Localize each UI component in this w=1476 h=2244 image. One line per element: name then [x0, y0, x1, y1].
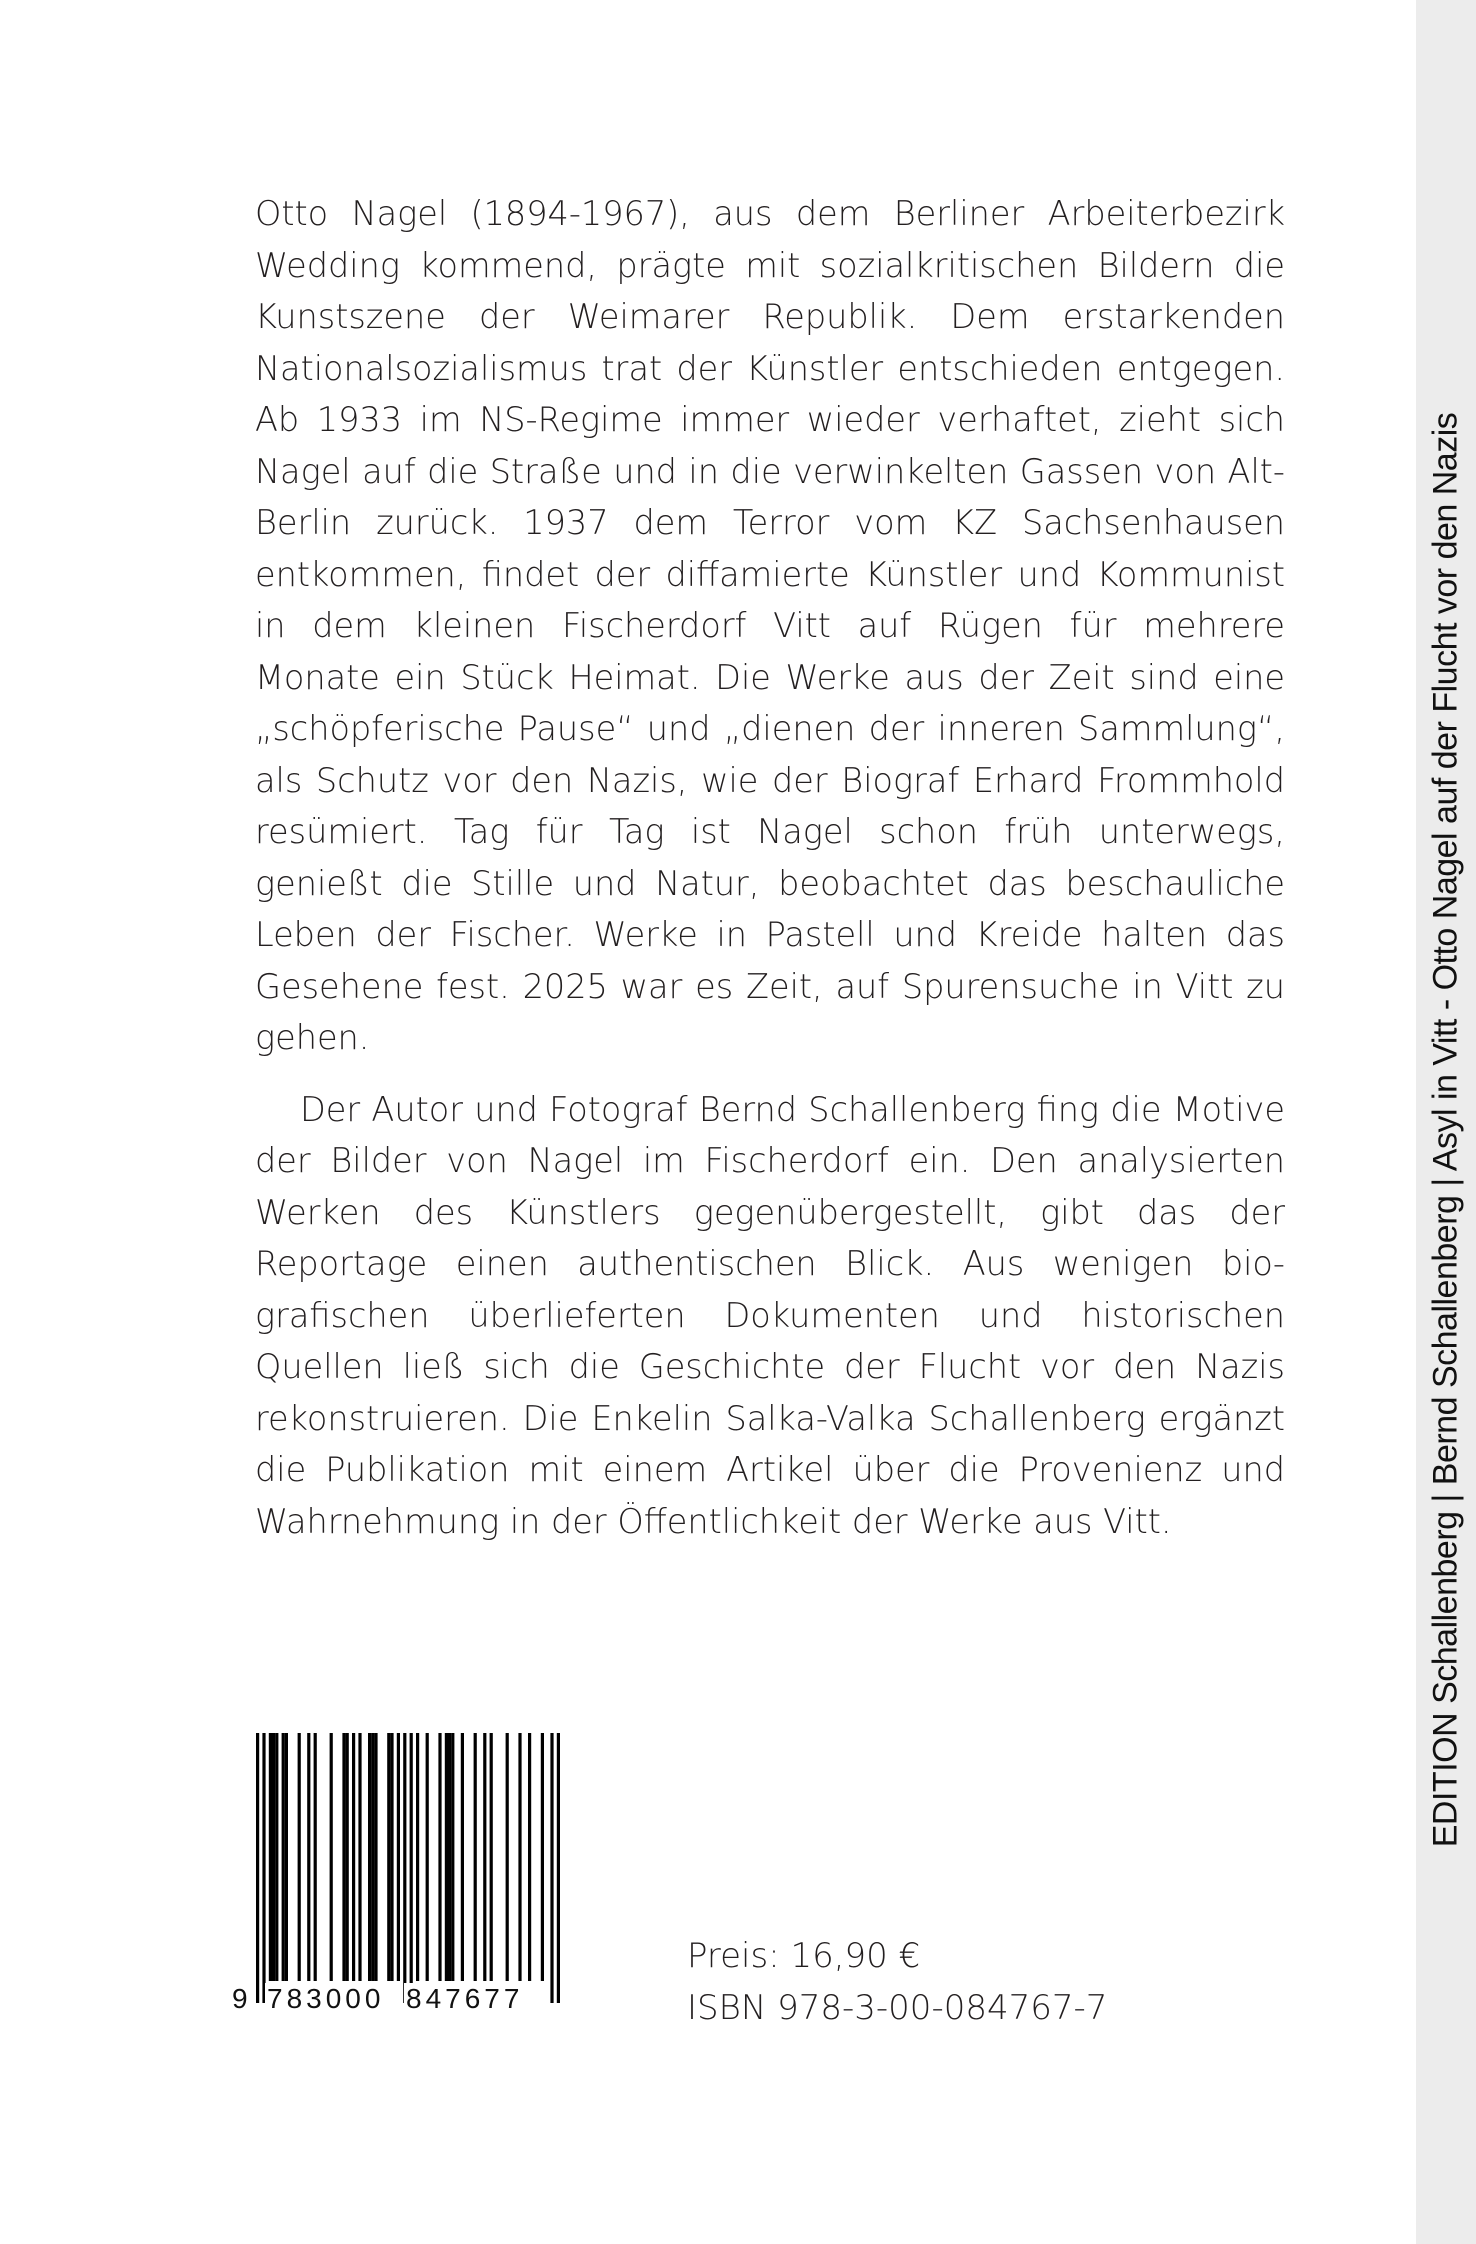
isbn-label: ISBN 978-3-00-084767-7 — [687, 1988, 1108, 2028]
barcode-bar — [451, 1733, 454, 1981]
blurb-paragraph-1: Otto Nagel (1894-1967), aus dem Berliner Arbeiterbezirk Wedding kommend, prägte mit sozialkritischen Bildern die Kunstszene der Weimarer Republik. Dem erstarkenden Nationalsozialismus trat der Künstler entschieden entgegen. Ab 1933 im NS-Regime immer wieder verhaftet, zieht sich Nagel auf die Straße und in die verwinkelten Gassen von Alt-Berlin zurück. 1937 dem Terror vom KZ Sachsenhausen entkommen, findet der diffamierte Künstler und Kommunist in dem kleinen Fischerdorf Vitt auf Rügen für mehrere Monate ein Stück Heimat. Die Werke aus der Zeit sind eine „schöpferische Pause“ und „dienen der inneren Sammlung“, als Schutz vor den Nazis, wie der Biograf Erhard Frommhold resümiert. Tag für Tag ist Nagel schon früh unterwegs, genießt die Stille und Natur, beobachtet das beschauliche Leben der Fischer. Werke in Pastell und Kreide halten das Gesehene fest. 2025 war es Zeit, auf Spurensuche in Vitt zu gehen. — [255, 194, 1285, 1057]
barcode-left-group: 783000 — [267, 1983, 385, 2014]
barcode-bar — [342, 1733, 345, 1981]
price-isbn-block — [687, 1930, 1107, 2034]
barcode-bar — [272, 1733, 275, 1981]
barcode-bar — [330, 1733, 333, 1981]
barcode-bar — [298, 1733, 301, 1981]
barcode-bar — [557, 1733, 560, 2003]
barcode-bar — [397, 1733, 400, 1981]
barcode-bars — [232, 1733, 572, 2018]
barcode-bar — [528, 1733, 531, 1981]
barcode-bar — [346, 1733, 349, 1981]
blurb-text — [255, 188, 1285, 1547]
barcode-bar — [307, 1733, 310, 1981]
barcode-bar — [518, 1733, 521, 1981]
barcode-bar — [426, 1733, 429, 1981]
barcode-bar — [410, 1733, 413, 2003]
book-spine — [1416, 0, 1476, 2244]
barcode-bar — [314, 1733, 317, 1981]
barcode-bar — [374, 1733, 377, 1981]
barcode-digits — [232, 1983, 572, 2023]
barcode-bar — [541, 1733, 544, 1981]
barcode-bar — [285, 1733, 288, 1981]
barcode-bar — [269, 1733, 272, 1981]
barcode-bar — [506, 1733, 509, 1981]
barcode-first-digit: 9 — [232, 1983, 252, 2014]
barcode-bar — [438, 1733, 441, 1981]
barcode-bar — [358, 1733, 361, 1981]
barcode-bar — [403, 1733, 406, 2003]
barcode-bar — [390, 1733, 393, 1981]
barcode-bar — [387, 1733, 390, 1981]
barcode-bar — [371, 1733, 374, 1981]
spine-title: EDITION Schallenberg | Bernd Schallenberg | Asyl in Vitt - Otto Nagel auf der Flucht vor den Nazis — [1426, 412, 1465, 1848]
barcode-bar — [474, 1733, 477, 1981]
barcode-bar — [483, 1733, 486, 1981]
barcode-bar — [490, 1733, 493, 1981]
barcode-bar — [368, 1733, 371, 1981]
barcode-right-group: 847677 — [406, 1983, 524, 2014]
blurb-paragraph-2: Der Autor und Fotograf Bernd Schallenberg fing die Motive der Bilder von Nagel im Fischerdorf ein. Den analysierten Werken des Künstlers gegenübergestellt, gibt das der Reportage einen authentischen Blick. Aus wenigen biografischen überlieferten Dokumenten und historischen Quellen ließ sich die Geschichte der Flucht vor den Nazis rekonstruieren. Die Enkelin Salka-Valka Schallenberg ergänzt die Publikation mit einem Artikel über die Provenienz und Wahrnehmung in der Öffentlichkeit der Werke aus Vitt. — [255, 1089, 1285, 1541]
barcode-bar — [550, 1733, 553, 2003]
barcode-bar — [416, 1733, 419, 1981]
barcode-bar — [461, 1733, 464, 1981]
isbn-barcode — [232, 1733, 572, 2033]
barcode-bar — [445, 1733, 448, 1981]
barcode-bar — [448, 1733, 451, 1981]
barcode-bar — [352, 1733, 355, 1981]
price-label: Preis: 16,90 € — [687, 1936, 921, 1976]
barcode-bar — [282, 1733, 285, 1981]
barcode-bar — [275, 1733, 278, 1981]
barcode-bar — [256, 1733, 259, 2003]
barcode-bar — [262, 1733, 265, 2003]
